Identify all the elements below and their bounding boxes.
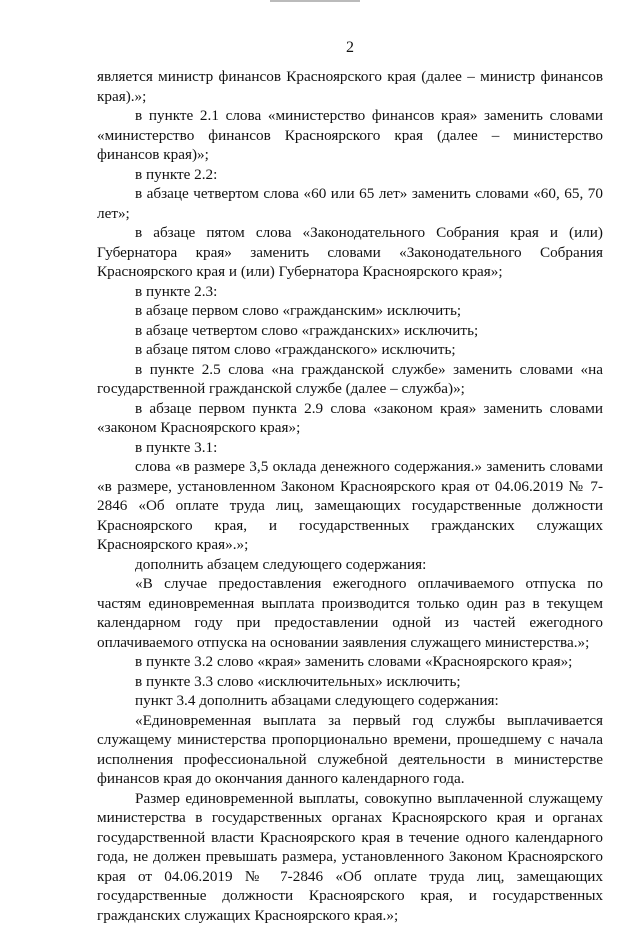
paragraph: Размер единовременной выплаты, совокупно выплаченной служащему министерства в государственных органах Красноярского края и органах государственной власти Красноярского края в течение одного календарного года, не должен превышать размера, установленного Законом Красноярского края от 04.06.2019 № 7-2846 «Об оплате труда лиц, замещающих государственные должности Красноярского края, и государственных гражданских служащих Красноярского края.»; <box>97 789 603 925</box>
paragraph: пункт 3.4 дополнить абзацами следующего содержания: <box>97 691 603 711</box>
paragraph: в абзаце четвертом слова «60 или 65 лет» заменить словами «60, 65, 70 лет»; <box>97 184 603 223</box>
document-page <box>97 38 603 925</box>
paragraph: в абзаце четвертом слово «гражданских» исключить; <box>97 321 603 341</box>
paragraph: в пункте 3.3 слово «исключительных» исключить; <box>97 672 603 692</box>
paragraph: в абзаце первом пункта 2.9 слова «законом края» заменить словами «законом Красноярского края»; <box>97 399 603 438</box>
paragraph: в пункте 2.1 слова «министерство финансов края» заменить словами «министерство финансов Красноярского края (далее – министерство финансов края)»; <box>97 106 603 165</box>
scan-top-mark <box>270 0 360 2</box>
paragraph: «В случае предоставления ежегодного оплачиваемого отпуска по частям единовременная выплата производится только один раз в текущем календарном году при предоставлении одной из частей ежегодного оплачиваемого отпуска на основании заявления служащего министерства.»; <box>97 574 603 652</box>
paragraph: в пункте 3.1: <box>97 438 603 458</box>
paragraph: является министр финансов Красноярского края (далее – министр финансов края).»; <box>97 67 603 106</box>
paragraph: «Единовременная выплата за первый год службы выплачивается служащему министерства пропорционально времени, прошедшему с начала исполнения профессиональной служебной деятельности в министерстве финансов края до окончания данного календарного года. <box>97 711 603 789</box>
paragraph: в пункте 2.2: <box>97 165 603 185</box>
paragraph: в пункте 2.5 слова «на гражданской службе» заменить словами «на государственной гражданской службе (далее – служба)»; <box>97 360 603 399</box>
page-number: 2 <box>97 38 603 57</box>
paragraph: в абзаце пятом слова «Законодательного Собрания края и (или) Губернатора края» заменить словами «Законодательного Собрания Красноярского края и (или) Губернатора Красноярского края»; <box>97 223 603 282</box>
paragraph: в пункте 2.3: <box>97 282 603 302</box>
paragraph: в абзаце пятом слово «гражданского» исключить; <box>97 340 603 360</box>
paragraph: слова «в размере 3,5 оклада денежного содержания.» заменить словами «в размере, установленном Законом Красноярского края от 04.06.2019 № 7-2846 «Об оплате труда лиц, замещающих государственные должности Красноярского края, и государственных гражданских служащих Красноярского края».»; <box>97 457 603 555</box>
paragraph: в пункте 3.2 слово «края» заменить словами «Красноярского края»; <box>97 652 603 672</box>
paragraph: дополнить абзацем следующего содержания: <box>97 555 603 575</box>
paragraph: в абзаце первом слово «гражданским» исключить; <box>97 301 603 321</box>
